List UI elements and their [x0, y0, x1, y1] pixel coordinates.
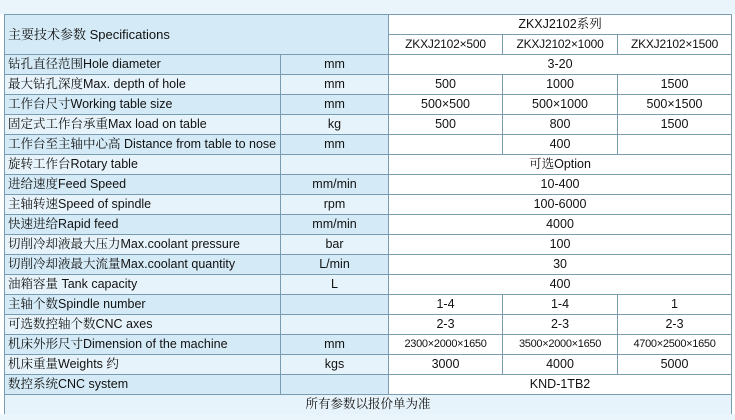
table-row: [5, 315, 732, 335]
parameter-label: 最大钻孔深度Max. depth of hole: [5, 75, 281, 95]
parameter-label: 工作台至主轴中心高 Distance from table to nose: [5, 135, 281, 155]
value-cell: 2-3: [503, 315, 618, 335]
unit-cell: kg: [281, 115, 389, 135]
value-cell: 5000: [618, 355, 732, 375]
value-cell: 800: [503, 115, 618, 135]
value-cell: 1: [618, 295, 732, 315]
table-row: [5, 75, 732, 95]
bottom-tint-strip: [0, 414, 735, 420]
value-cell: 500: [389, 75, 503, 95]
parameter-label: 油箱容量 Tank capacity: [5, 275, 281, 295]
series-heading: ZKXJ2102系列: [389, 15, 732, 35]
unit-cell: [281, 155, 389, 175]
value-cell: 100-6000: [389, 195, 732, 215]
parameter-label: 主轴转速Speed of spindle: [5, 195, 281, 215]
value-cell: 3000: [389, 355, 503, 375]
value-cell: [618, 135, 732, 155]
value-cell: 1500: [618, 75, 732, 95]
top-tint-strip: [0, 0, 735, 14]
value-cell: 3-20: [389, 55, 732, 75]
table-row: [5, 215, 732, 235]
value-cell: 1000: [503, 75, 618, 95]
value-cell: 2-3: [618, 315, 732, 335]
table-row: [5, 55, 732, 75]
header-row-series: [5, 15, 732, 35]
value-cell: 30: [389, 255, 732, 275]
value-cell: 可选Option: [389, 155, 732, 175]
value-cell: 1-4: [503, 295, 618, 315]
value-cell: KND-1TB2: [389, 375, 732, 395]
table-row: [5, 175, 732, 195]
parameter-label: 切削冷却液最大流量Max.coolant quantity: [5, 255, 281, 275]
table-row: [5, 355, 732, 375]
value-cell: 10-400: [389, 175, 732, 195]
unit-cell: [281, 375, 389, 395]
table-row: [5, 255, 732, 275]
unit-cell: mm: [281, 95, 389, 115]
value-cell: 500×500: [389, 95, 503, 115]
unit-cell: mm/min: [281, 215, 389, 235]
table-row: [5, 235, 732, 255]
unit-cell: kgs: [281, 355, 389, 375]
unit-cell: mm/min: [281, 175, 389, 195]
table-row: [5, 155, 732, 175]
specifications-heading: 主要技术参数 Specifications: [5, 15, 389, 55]
value-cell: 4700×2500×1650: [618, 335, 732, 355]
unit-cell: mm: [281, 75, 389, 95]
parameter-label: 机床外形尺寸Dimension of the machine: [5, 335, 281, 355]
value-cell: 100: [389, 235, 732, 255]
parameter-label: 旋转工作台Rotary table: [5, 155, 281, 175]
value-cell: 3500×2000×1650: [503, 335, 618, 355]
value-cell: 500: [389, 115, 503, 135]
value-cell: 2300×2000×1650: [389, 335, 503, 355]
unit-cell: mm: [281, 335, 389, 355]
unit-cell: mm: [281, 135, 389, 155]
value-cell: 2-3: [389, 315, 503, 335]
parameter-label: 工作台尺寸Working table size: [5, 95, 281, 115]
table-row: [5, 195, 732, 215]
parameter-label: 固定式工作台承重Max load on table: [5, 115, 281, 135]
value-cell: 1500: [618, 115, 732, 135]
parameter-label: 切削冷却液最大压力Max.coolant pressure: [5, 235, 281, 255]
footer-row: [5, 395, 732, 415]
value-cell: 400: [503, 135, 618, 155]
table-row: [5, 335, 732, 355]
table-row: [5, 135, 732, 155]
parameter-label: 主轴个数Spindle number: [5, 295, 281, 315]
parameter-label: 机床重量Weights 约: [5, 355, 281, 375]
model-heading-1500: ZKXJ2102×1500: [618, 35, 732, 55]
value-cell: 4000: [389, 215, 732, 235]
unit-cell: [281, 315, 389, 335]
value-cell: 4000: [503, 355, 618, 375]
value-cell: [389, 135, 503, 155]
table-row: [5, 95, 732, 115]
unit-cell: mm: [281, 55, 389, 75]
table-row: [5, 115, 732, 135]
parameter-label: 钻孔直径范围Hole diameter: [5, 55, 281, 75]
model-heading-500: ZKXJ2102×500: [389, 35, 503, 55]
model-heading-1000: ZKXJ2102×1000: [503, 35, 618, 55]
unit-cell: rpm: [281, 195, 389, 215]
unit-cell: [281, 295, 389, 315]
value-cell: 500×1000: [503, 95, 618, 115]
table-row: [5, 375, 732, 395]
unit-cell: L/min: [281, 255, 389, 275]
parameter-label: 可选数控轴个数CNC axes: [5, 315, 281, 335]
value-cell: 1-4: [389, 295, 503, 315]
parameter-label: 快速进给Rapid feed: [5, 215, 281, 235]
specifications-table: [4, 14, 732, 415]
table-row: [5, 295, 732, 315]
unit-cell: L: [281, 275, 389, 295]
value-cell: 500×1500: [618, 95, 732, 115]
footer-note: 所有参数以报价单为准: [5, 395, 732, 415]
parameter-label: 数控系统CNC system: [5, 375, 281, 395]
unit-cell: bar: [281, 235, 389, 255]
parameter-label: 进给速度Feed Speed: [5, 175, 281, 195]
value-cell: 400: [389, 275, 732, 295]
table-row: [5, 275, 732, 295]
